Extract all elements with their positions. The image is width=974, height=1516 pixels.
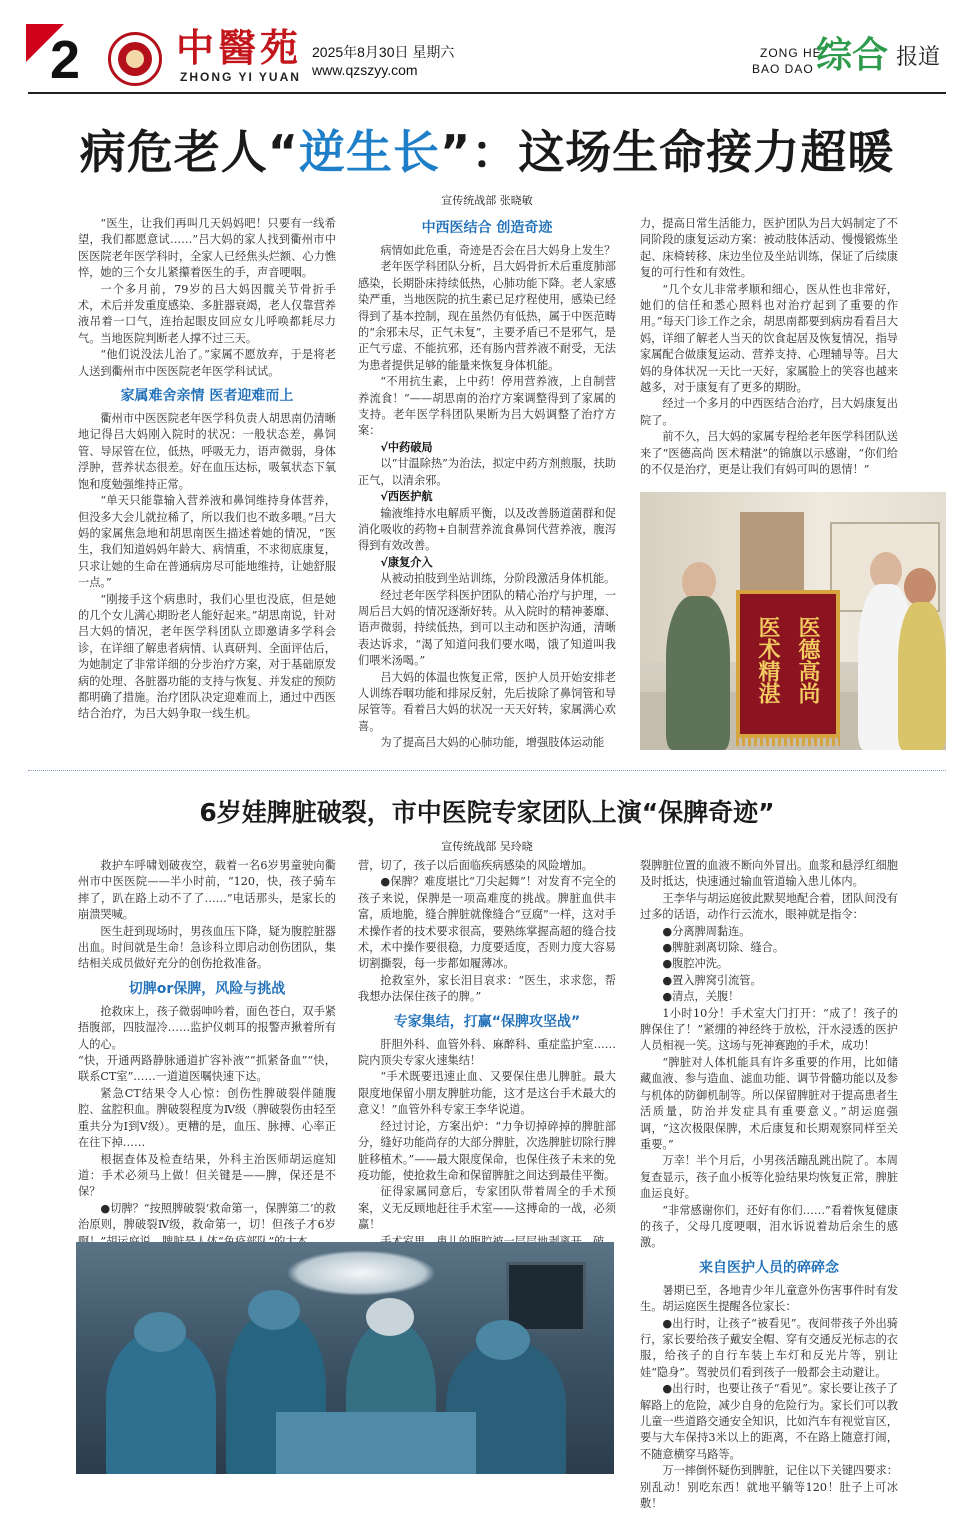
paragraph: “刚接手这个病患时，我们心里也没底，但是她的几个女儿满心期盼老人能好起来。”胡思南说，针对吕大妈的情况，老年医学科团队立即邀请多学科会诊，在详细了解患者病情、认真研判、全面评估后，为她制定了非常详细的分步治疗方案，对于基础原发病的处理、各脏器功能的支持与恢复、并发症的预防都明确了措施。治疗团队决定迎难而上，通过中西医结合治疗，为吕大妈争取一线生机。 bbox=[78, 592, 336, 721]
brand-pinyin: ZHONG YI YUAN bbox=[180, 70, 301, 84]
paragraph: 力，提高日常生活能力，医护团队为吕大妈制定了不同阶段的康复运动方案：被动肢体活动、慢慢锻炼坐起、床椅转移、床边坐位及坐站训练，保证了后续康复的可行性和有效性。 bbox=[640, 217, 898, 280]
paragraph: 裂脾脏位置的血液不断向外冒出。血浆和悬浮红细胞及时抵达，快速通过输血管道输入患儿体内。 bbox=[640, 859, 898, 889]
paragraph: 救护车呼啸划破夜空，载着一名6岁男童驶向衢州市中医医院——半小时前，“120，快，孩子骑车摔了，趴在路上动不了了……”电话那头，是家长的崩溃哭喊。 bbox=[78, 859, 336, 922]
banner-text-1: 医德高尚 bbox=[795, 616, 821, 704]
paragraph: 肝胆外科、血管外科、麻醉科、重症监护室……院内顶尖专家火速集结！ bbox=[358, 1037, 616, 1068]
article1-byline: 宣传统战部 张晓敏 bbox=[441, 194, 533, 207]
paragraph: 抢救室外，家长泪目哀求：“医生，求求您，帮我想办法保住孩子的脾。” bbox=[358, 973, 616, 1004]
person-family-member bbox=[666, 596, 730, 750]
paragraph: 经过老年医学科医护团队的精心治疗与护理，一周后吕大妈的情况逐渐好转。从入院时的精神萎靡、语声微弱，持续低热，到可以主动和医护沟通，清晰表达诉求，“渴了知道问我们要水喝，饿了知道叫我们喂米汤喝。” bbox=[358, 588, 616, 668]
surgery-step: ●分离脾周黏连。 bbox=[662, 924, 751, 938]
article1-title bbox=[28, 122, 946, 182]
treatment-step-heading: √中药破局 bbox=[380, 440, 433, 454]
page-number: 2 bbox=[50, 30, 81, 90]
paragraph: 抢救床上，孩子微弱呻吟着，面色苍白，双手紧捂腹部，四肢湿冷……监护仪刺耳的报警声揪着所有人的心。 bbox=[78, 1004, 336, 1051]
paragraph: “他们说没法儿治了。”家属不愿放弃，于是将老人送到衢州市中医医院老年医学科试试。 bbox=[78, 348, 336, 378]
paragraph: 1小时10分！手术室大门打开：“成了！孩子的脾保住了！”紧绷的神经终于放松，汗水浸透的医护人员相视一笑。这场与死神赛跑的手术，成功！ bbox=[640, 1006, 898, 1053]
paragraph: 根据查体及检查结果，外科主治医师胡运庭知道：手术必须马上做！但关键是——脾，保还是不保？ bbox=[78, 1152, 336, 1199]
paragraph: 吕大妈的体温也恢复正常，医护人员开始安排老人训练吞咽功能和排尿反射，先后拔除了鼻饲管和导尿管等。看着吕大妈的状况一天天好转，家属满心欢喜。 bbox=[358, 670, 616, 733]
article1-column-3 bbox=[640, 216, 898, 479]
subheading: 来自医护人员的碎碎念 bbox=[699, 1259, 839, 1276]
paragraph: 老年医学科团队分析，吕大妈骨折术后重度肺部感染，长期卧床持续低热，心肺功能下降。老人家感染严重，当地医院的抗生素已足疗程使用，感染已经得到了基本控制，现在虽然仍有低热，属于中医范畴的“余邪未尽，正气未复”，主要矛盾已不是邪气，是正气亏虚、不能抗邪，还有肠内营养液不耐受，无法为患者提供足够的能量来恢复身体机能。 bbox=[358, 260, 616, 372]
paragraph: 前不久，吕大妈的家属专程给老年医学科团队送来了“医德高尚 医术精湛”的锦旗以示感谢，“你们给的不仅是治疗，更是让我们有妈可叫的恩情！” bbox=[640, 430, 898, 477]
paragraph: “几个女儿非常孝顺和细心，医从性也非常好，她们的信任和悉心照料也对治疗起到了重要的作用。”每天门诊工作之余，胡思南都要到病房看看吕大妈，详细了解老人当天的饮食起居及恢复情况，指导家属配合做康复运动、营养支持、心理辅导等。吕大妈的身体状况一天比一天好，家属脸上的笑容也越来越多，对于康复有了更多的期盼。 bbox=[640, 282, 898, 395]
surgical-cap bbox=[248, 1290, 300, 1330]
subheading: 专家集结，打赢“保脾攻坚战” bbox=[393, 1013, 581, 1030]
section-name: 综合 bbox=[816, 35, 889, 76]
masthead bbox=[0, 0, 974, 95]
person-family-member bbox=[898, 602, 946, 750]
paragraph: “脾脏对人体机能具有许多重要的作用，比如储藏血液、参与造血、滤血功能、调节骨髓功能以及参与机体的防御机制等。所以保留脾脏对于提高患者生活质量，防治并发症具有重要意义。”胡运庭强调，“这次极限保脾，术后康复和长期观察同样至关重要。” bbox=[640, 1055, 898, 1151]
paragraph: 输液维持水电解质平衡，以及改善肠道菌群和促消化吸收的药物+自制营养流食鼻饲代营养液，腹泻得到有效改善。 bbox=[358, 506, 616, 553]
photo-family-with-banner bbox=[640, 492, 946, 750]
article2-column-1 bbox=[78, 858, 336, 1250]
paragraph: 病情如此危重，奇迹是否会在吕大妈身上发生？ bbox=[380, 244, 616, 257]
paragraph: 经过讨论，方案出炉：“力争切掉碎掉的脾脏部分，缝好功能尚存的大部分脾脏，次选脾脏切除行脾脏移植术。”——最大限度保命，也保住孩子未来的免疫功能，使抢救生命和保留脾脏之间达到最佳平衡。 bbox=[358, 1119, 616, 1182]
surgery-step: ●清点，关腹！ bbox=[662, 990, 740, 1004]
paragraph: ●出行时，也要让孩子“看见”。家长要让孩子了解路上的危险，减少自身的危险行为。家长们可以教儿童一些道路交通安全知识，比如汽车有视觉盲区，要与大车保持3米以上的距离，不在路上随意打闹，不随意横穿马路等。 bbox=[640, 1382, 898, 1461]
surgery-step: ●脾脏剥离切除、缝合。 bbox=[662, 941, 785, 955]
surgery-step: ●腹腔冲洗。 bbox=[662, 957, 729, 971]
paragraph: 暑期已至，各地青少年儿童意外伤害事件时有发生。胡运庭医生提醒各位家长： bbox=[640, 1283, 898, 1314]
paragraph: 王李华与胡运庭彼此默契地配合着，团队间没有过多的话语，动作行云流水，眼神就是指令： bbox=[640, 891, 898, 922]
paragraph: 营，切了，孩子以后面临疾病感染的风险增加。 bbox=[358, 859, 593, 872]
paragraph: 征得家属同意后，专家团队带着周全的手术预案，义无反顾地赶往手术室——这搏命的一战，必须赢！ bbox=[358, 1185, 616, 1232]
treatment-step-heading: √康复介入 bbox=[380, 555, 433, 569]
article-divider bbox=[28, 770, 946, 771]
paragraph: 紧急CT结果令人心惊：创伤性脾破裂伴随腹腔、盆腔积血。脾破裂程度为Ⅳ级（脾破裂伤由轻至重共分为Ⅰ到Ⅴ级）。更糟的是，血压、脉搏、心率正在往下掉…… bbox=[78, 1086, 336, 1150]
paragraph: 为了提高吕大妈的心肺功能，增强肢体运动能 bbox=[380, 736, 605, 750]
article2-byline: 宣传统战部 吴玲晓 bbox=[441, 840, 533, 853]
article1-column-2 bbox=[358, 216, 616, 752]
article1-title-suffix: ”：这场生命接力超暖 bbox=[440, 125, 895, 179]
paragraph: ●出行时，让孩子“被看见”。夜间带孩子外出骑行，家长要给孩子戴安全帽、穿有交通反光标志的衣服，给孩子的自行车装上车灯和反光片等，别让娃“隐身”。驾驶员们看到孩子一般都会主动避让。 bbox=[640, 1316, 898, 1379]
article1-title-prefix: 病危老人“ bbox=[79, 125, 299, 179]
surgical-cap bbox=[366, 1298, 414, 1336]
subheading: 家属难舍亲情 医者迎难而上 bbox=[120, 388, 294, 405]
surgical-lamp bbox=[286, 1250, 436, 1296]
monitor-screen bbox=[506, 1262, 586, 1332]
paragraph: 一个多月前，79岁的吕大妈因髋关节骨折手术，术后并发重度感染、多脏器衰竭，老人仅靠营养液吊着一口气，连抬起眼皮回应女儿呼唤都耗尽力气。当地医院判断老人撑不过三天。 bbox=[78, 282, 336, 345]
treatment-step-heading: √西医护航 bbox=[380, 490, 433, 504]
paragraph: 万一摔倒怀疑伤到脾脏，记住以下关键四要求：别乱动！别吃东西！就地平躺等120！肚子上可冰敷！ bbox=[640, 1464, 898, 1511]
surgeon bbox=[106, 1332, 216, 1474]
paragraph: 万幸！半个月后，小男孩活蹦乱跳出院了。本周复查显示，孩子血小板等化验结果均恢复正常，脾脏血运良好。 bbox=[640, 1154, 898, 1201]
banner-text-2: 医术精湛 bbox=[755, 616, 781, 704]
surgery-step: ●置入脾窝引流管。 bbox=[662, 973, 762, 987]
paragraph: 医生赶到现场时，男孩血压下降，疑为腹腔脏器出血。时间就是生命！急诊科立即启动创伤团队，集结相关成员做好充分的创伤抢救准备。 bbox=[78, 924, 336, 971]
person-head bbox=[904, 568, 936, 606]
paragraph: 衢州市中医医院老年医学科负责人胡思南仍清晰地记得吕大妈刚入院时的状况：一般状态差，鼻饲管、导尿管在位，低热，呼吸无力，语声微弱，身体浮肿，营养状态很差。好在血压达标，吸氧状态下氧饱和度勉强维持正常。 bbox=[78, 412, 336, 491]
brand-name: 中醫苑 bbox=[176, 25, 303, 70]
paragraph: “快，开通两路静脉通道扩容补液”“抓紧备血”“快，联系CT室”……一道道医嘱快速下达。 bbox=[78, 1054, 336, 1084]
photo-surgery-team bbox=[76, 1242, 614, 1474]
website-url: www.qzszyy.com bbox=[312, 62, 418, 78]
subheading: 切脾or保脾，风险与挑战 bbox=[128, 980, 286, 997]
article2-title: 6岁娃脾脏破裂，市中医院专家团队上演“保脾奇迹” bbox=[199, 798, 775, 827]
surgical-cap bbox=[134, 1312, 186, 1352]
article2-column-3 bbox=[640, 858, 898, 1512]
issue-date: 2025年8月30日 星期六 bbox=[312, 44, 455, 60]
hospital-seal-logo-icon bbox=[108, 32, 162, 86]
surgical-drape bbox=[276, 1412, 476, 1474]
article2-column-2 bbox=[358, 858, 616, 1250]
surgical-cap bbox=[476, 1320, 530, 1360]
paragraph: “不用抗生素，上中药！停用营养液，上自制营养流食！”——胡思南的治疗方案调整得到了家属的支持。老年医学科团队果断为吕大妈调整了治疗方案： bbox=[358, 375, 616, 438]
article1-column-1 bbox=[78, 216, 336, 723]
paragraph: “非常感谢你们，还好有你们……”看着恢复健康的孩子，父母几度哽咽，泪水诉说着劫后余生的感激。 bbox=[640, 1203, 898, 1250]
silk-banner bbox=[736, 590, 840, 738]
article1-title-highlight: 逆生长 bbox=[299, 125, 440, 179]
paragraph: 以“甘温除热”为治法，拟定中药方剂煎服，扶助正气，以清余邪。 bbox=[358, 457, 616, 487]
section-pinyin-2: BAO DAO bbox=[752, 62, 814, 76]
paragraph: “手术既要迅速止血、又要保住患儿脾脏。最大限度地保留小朋友脾脏功能，这才是这台手术最大的意义！”血管外科专家王李华说道。 bbox=[358, 1070, 616, 1117]
paragraph: “医生，让我们再叫几天妈妈吧！只要有一线希望，我们都愿意试……”吕大妈的家人找到衢州市中医医院老年医学科时，全家人已经焦头烂额、心力憔悴，她的三个女儿紧攥着医生的手，声音哽咽。 bbox=[78, 217, 336, 280]
paragraph: 经过一个多月的中西医结合治疗，吕大妈康复出院了。 bbox=[640, 397, 898, 427]
paragraph: “单天只能靠输入营养液和鼻饲维持身体营养，但没多大会儿就拉稀了，所以我们也不敢多喂。”吕大妈的家属焦急地和胡思南医生描述着她的情况，“医生，我们知道妈妈年龄大、病情重，不求彻底康复，只求让她的生命在普通病房尽可能地维持，让她舒服一点。” bbox=[78, 494, 336, 590]
paragraph: ●保脾？难度堪比“刀尖起舞”！对发育不完全的孩子来说，保脾是一项高难度的挑战。脾脏血供丰富，质地脆，缝合脾脏就像缝合“豆腐”一样，这对手术操作者的技术要求很高，要熟练掌握高超的缝合技术，术中操作要很稳，力度要适度，否则力度大容易切割撕裂，每一步都如履薄冰。 bbox=[358, 875, 616, 971]
subheading: 中西医结合 创造奇迹 bbox=[421, 220, 553, 236]
section-subname: 报道 bbox=[896, 45, 941, 70]
masthead-rule bbox=[28, 92, 946, 94]
paragraph: ●切脾？“按照脾破裂‘救命第一，保脾第二’的救治原则，脾破裂Ⅳ级，救命第一，切！但孩子才6岁 bbox=[78, 1201, 336, 1232]
section-pinyin-1: ZONG HE bbox=[760, 46, 822, 60]
paragraph: 从被动拍肢到坐站训练，分阶段激活身体机能。 bbox=[380, 572, 616, 586]
